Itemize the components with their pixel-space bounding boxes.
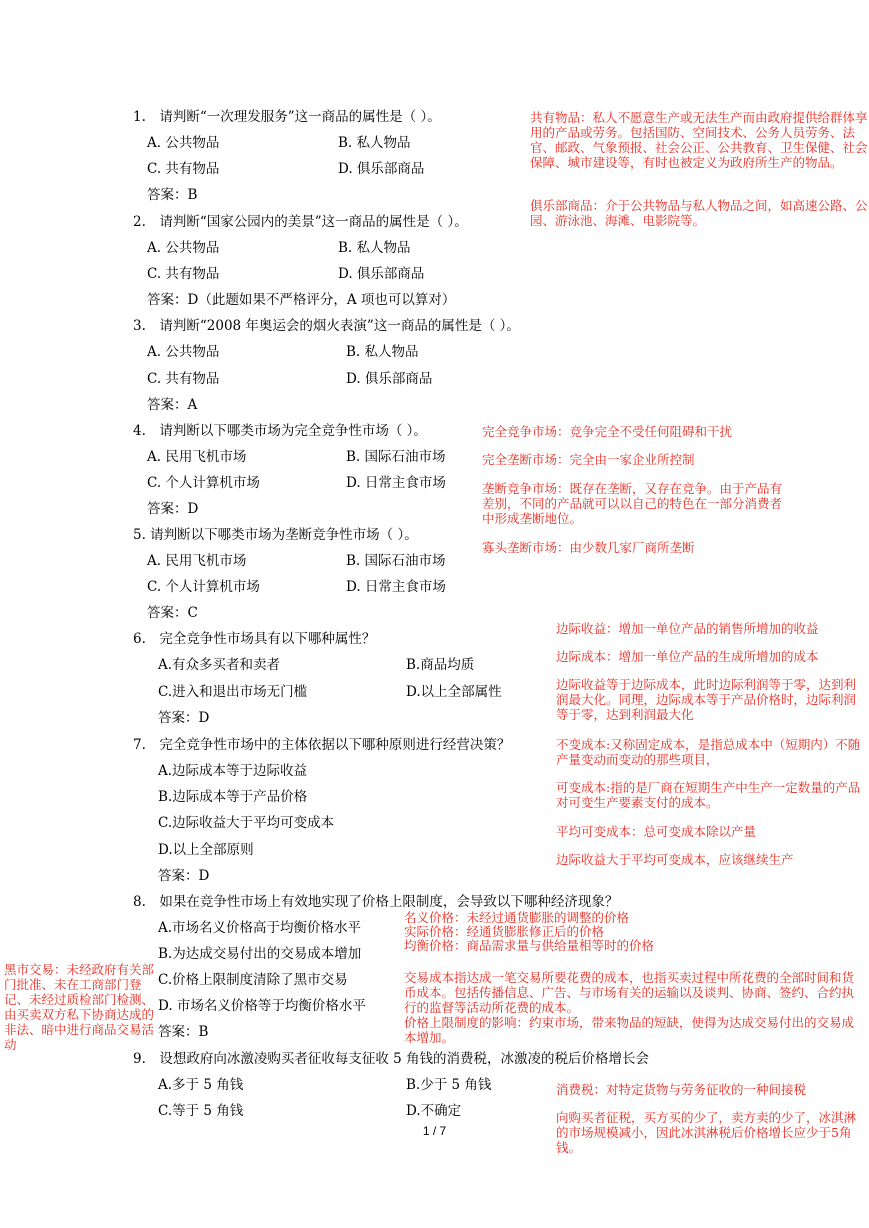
- question-3-stem: 3. 请判断“2008 年奥运会的烟火表演”这一商品的属性是（ ）。: [133, 318, 520, 334]
- question-5-option-d: D. 日常主食市场: [346, 579, 446, 595]
- question-2-option-d: D. 俱乐部商品: [338, 266, 425, 282]
- question-2-stem: 2. 请判断“国家公园内的美景”这一商品的属性是（ ）。: [133, 214, 468, 230]
- note-black-market: 黑市交易：未经政府有关部门批准、未在工商部门登记、未经过质检部门检测、由买卖双方私下协商达成的非法、暗中进行商品交易活动: [4, 962, 155, 1052]
- question-2-option-a: A. 公共物品: [147, 240, 220, 256]
- question-1-option-b: B. 私人物品: [338, 135, 411, 151]
- note-marginal-cost: 边际成本：增加一单位产品的生成所增加的成本: [556, 649, 819, 664]
- question-6-option-c: C.进入和退出市场无门槛: [158, 684, 308, 700]
- question-1-option-d: D. 俱乐部商品: [338, 161, 425, 177]
- question-7-answer: 答案：D: [158, 868, 210, 884]
- question-5-answer: 答案：C: [147, 605, 198, 621]
- note-monopolistic-competition: 垄断竞争市场：既存在垄断，又存在竞争。由于产品有差别，不同的产品就可以以自己的特色在一部分消费者中形成垄断地位。: [482, 481, 783, 526]
- question-7-stem: 7. 完全竞争性市场中的主体依据以下哪种原则进行经营决策？: [133, 737, 511, 753]
- question-8-answer: 答案：B: [158, 1024, 209, 1040]
- question-8-option-d: D. 市场名义价格等于均衡价格水平: [158, 998, 366, 1014]
- question-6-answer: 答案：D: [158, 710, 210, 726]
- note-price-ceiling: 价格上限制度的影响：约束市场，带来物品的短缺，使得为达成交易付出的交易成本增加。: [404, 1015, 855, 1045]
- question-4-option-b: B. 国际石油市场: [346, 449, 446, 465]
- question-6-option-d: D.以上全部属性: [406, 684, 502, 700]
- question-8-stem: 8. 如果在竞争性市场上有效地实现了价格上限制度，会导致以下哪种经济现象？: [133, 894, 619, 910]
- question-2-option-c: C. 共有物品: [147, 266, 220, 282]
- question-5-option-b: B. 国际石油市场: [346, 553, 446, 569]
- note-excise-tax: 消费税：对特定货物与劳务征收的一种间接税: [556, 1082, 807, 1097]
- question-5-stem: 5. 请判断以下哪类市场为垄断竞争性市场（ ）。: [133, 527, 418, 543]
- note-perfect-competition: 完全竞争市场：竞争完全不受任何阻碍和干扰: [482, 424, 733, 439]
- question-1-answer: 答案：B: [147, 187, 198, 203]
- note-perfect-monopoly: 完全垄断市场：完全由一家企业所控制: [482, 452, 695, 467]
- question-7-option-d: D.以上全部原则: [158, 842, 254, 858]
- note-variable-cost: 可变成本:指的是厂商在短期生产中生产一定数量的产品对可变生产要素支付的成本。: [556, 780, 861, 810]
- question-9-option-c: C.等于 5 角钱: [158, 1103, 244, 1119]
- note-oligopoly: 寡头垄断市场：由少数几家厂商所垄断: [482, 540, 695, 555]
- question-2-answer: 答案：D（此题如果不严格评分，A 项也可以算对）: [147, 292, 456, 308]
- question-8-option-b: B.为达成交易付出的交易成本增加: [158, 946, 362, 962]
- note-fixed-cost: 不变成本:又称固定成本，是指总成本中（短期内）不随产量变动而变动的那些项目，: [556, 737, 861, 767]
- question-1-option-c: C. 共有物品: [147, 161, 220, 177]
- question-4-option-a: A. 民用飞机市场: [147, 449, 247, 465]
- question-9-option-a: A.多于 5 角钱: [158, 1077, 244, 1093]
- question-3-option-a: A. 公共物品: [147, 344, 220, 360]
- question-9-option-b: B.少于 5 角钱: [406, 1077, 492, 1093]
- question-4-stem: 4. 请判断以下哪类市场为完全竞争性市场（ ）。: [133, 423, 427, 439]
- note-club-goods: 俱乐部商品：介于公共物品与私人物品之间，如高速公路、公园、游泳池、海滩、电影院等。: [530, 198, 868, 228]
- question-7-option-c: C.边际收益大于平均可变成本: [158, 815, 335, 831]
- note-mr-equals-mc: 边际收益等于边际成本，此时边际利润等于零，达到利润最大化。同理，边际成本等于产品价格时，边际利润等于零，达到利润最大化: [556, 677, 857, 722]
- question-7-option-a: A.边际成本等于边际收益: [158, 763, 308, 779]
- question-1-stem: 1. 请判断“一次理发服务”这一商品的属性是（ ）。: [133, 109, 441, 125]
- question-4-answer: 答案：D: [147, 501, 199, 517]
- question-6-option-a: A.有众多买者和卖者: [158, 657, 281, 673]
- question-2-option-b: B. 私人物品: [338, 240, 411, 256]
- question-3-option-d: D. 俱乐部商品: [346, 371, 433, 387]
- note-marginal-revenue: 边际收益：增加一单位产品的销售所增加的收益: [556, 621, 819, 636]
- question-4-option-c: C. 个人计算机市场: [147, 475, 260, 491]
- note-mr-greater-avc: 边际收益大于平均可变成本，应该继续生产: [556, 852, 794, 867]
- question-6-option-b: B.商品均质: [406, 657, 475, 673]
- question-7-option-b: B.边际成本等于产品价格: [158, 789, 308, 805]
- note-public-goods: 共有物品：私人不愿意生产或无法生产而由政府提供给群体享用的产品或劳务。包括国防、空间技术、公务人员劳务、法官、邮政、气象预报、社会公正、公共教育、卫生保健、社会保障、城市建设等，有时也被定义为政府所生产的物品。: [530, 110, 868, 170]
- question-8-option-c: C.价格上限制度清除了黑市交易: [158, 972, 348, 988]
- question-3-option-b: B. 私人物品: [346, 344, 419, 360]
- page-number: 1 / 7: [422, 1124, 447, 1138]
- note-price-definitions: 名义价格：未经过通货膨胀的调整的价格 实际价格：经通货膨胀修正后的价格 均衡价格：商品需求量与供给量相等时的价格: [404, 910, 655, 953]
- note-average-variable-cost: 平均可变成本：总可变成本除以产量: [556, 824, 757, 839]
- question-5-option-a: A. 民用飞机市场: [147, 553, 247, 569]
- question-3-option-c: C. 共有物品: [147, 371, 220, 387]
- question-4-option-d: D. 日常主食市场: [346, 475, 446, 491]
- question-3-answer: 答案：A: [147, 397, 198, 413]
- question-9-option-d: D.不确定: [406, 1103, 462, 1119]
- question-5-option-c: C. 个人计算机市场: [147, 579, 260, 595]
- question-6-stem: 6. 完全竞争性市场具有以下哪种属性？: [133, 631, 376, 647]
- question-9-stem: 9. 设想政府向冰激凌购买者征收每支征收 5 角钱的消费税，冰激凌的税后价格增长会: [133, 1051, 650, 1067]
- note-excise-explanation: 向购买者征税，买方买的少了，卖方卖的少了，冰淇淋的市场规模减小，因此冰淇淋税后价格增长应少于5角钱。: [556, 1110, 857, 1155]
- note-transaction-cost: 交易成本指达成一笔交易所要花费的成本，也指买卖过程中所花费的全部时间和货币成本。包括传播信息、广告、与市场有关的运输以及谈判、协商、签约、合约执行的监督等活动所花费的成本。: [404, 970, 855, 1015]
- question-8-option-a: A.市场名义价格高于均衡价格水平: [158, 920, 362, 936]
- question-1-option-a: A. 公共物品: [147, 135, 220, 151]
